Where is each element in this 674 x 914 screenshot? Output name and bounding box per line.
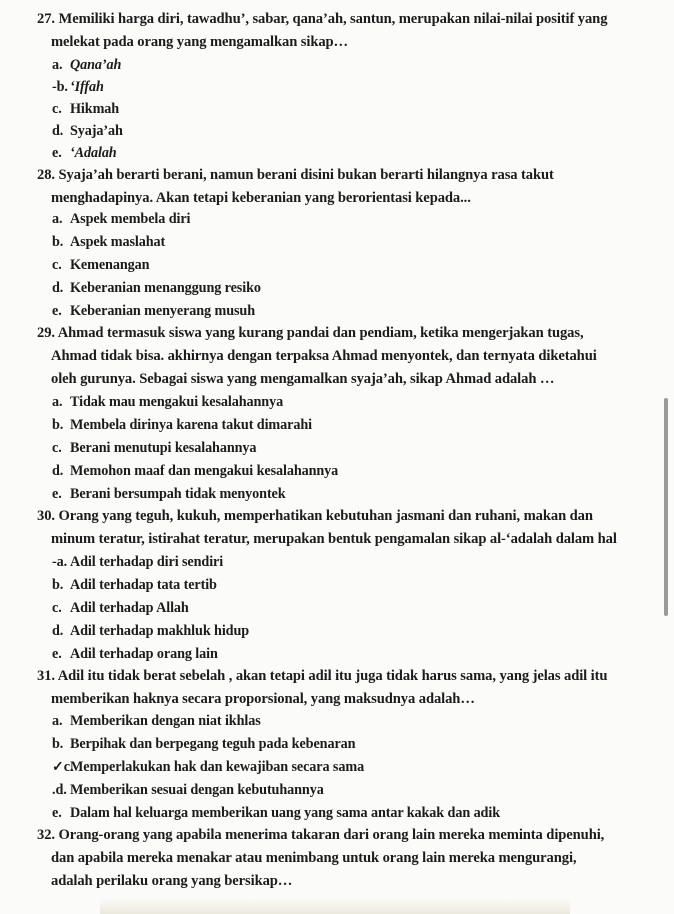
- question-32-line-1: 32. Orang-orang yang apabila menerima takaran dari orang lain mereka meminta dipenuhi,: [37, 827, 605, 843]
- question-31-line-2: memberikan haknya secara proporsional, yang maksudnya adalah…: [51, 691, 475, 707]
- question-32-line-2: dan apabila mereka menakar atau menimbang untuk orang lain mereka mengurangi,: [51, 850, 577, 866]
- option-31-d[interactable]: .d. Memberikan sesuai dengan kebutuhannya: [52, 782, 324, 798]
- page-edge-shadow: [100, 898, 570, 914]
- option-27-d[interactable]: d. Syaja’ah: [52, 123, 123, 139]
- option-30-e[interactable]: e. Adil terhadap orang lain: [52, 646, 218, 662]
- option-28-a[interactable]: a. Aspek membela diri: [52, 211, 191, 227]
- question-29-line-3: oleh gurunya. Sebagai siswa yang mengamalkan syaja’ah, sikap Ahmad adalah …: [51, 371, 555, 387]
- question-27: [37, 8, 647, 54]
- option-27-e[interactable]: e. ‘Adalah: [52, 145, 117, 161]
- option-29-e[interactable]: e. Berani bersumpah tidak menyontek: [52, 486, 286, 502]
- question-29: [37, 322, 647, 391]
- option-31-b[interactable]: b. Berpihak dan berpegang teguh pada kebenaran: [52, 736, 356, 752]
- option-28-d[interactable]: d. Keberanian menanggung resiko: [52, 280, 261, 296]
- option-27-c[interactable]: c. Hikmah: [52, 101, 120, 117]
- option-31-a[interactable]: a. Memberikan dengan niat ikhlas: [52, 713, 261, 729]
- option-28-b[interactable]: b. Aspek maslahat: [52, 234, 166, 250]
- question-28: [37, 164, 647, 210]
- option-30-d[interactable]: d. Adil terhadap makhluk hidup: [52, 623, 250, 639]
- option-30-c[interactable]: c. Adil terhadap Allah: [52, 600, 189, 616]
- question-31: [37, 665, 647, 711]
- question-29-line-1: 29. Ahmad termasuk siswa yang kurang pandai dan pendiam, ketika mengerjakan tugas,: [37, 325, 584, 341]
- question-28-line-1: 28. Syaja’ah berarti berani, namun berani disini bukan berarti hilangnya rasa takut: [37, 167, 554, 183]
- question-27-line-2: melekat pada orang yang mengamalkan sikap…: [51, 34, 349, 50]
- option-31-c[interactable]: ✓c.Memperlakukan hak dan kewajiban secara sama: [52, 759, 365, 775]
- question-30: [37, 505, 647, 551]
- question-31-line-1: 31. Adil itu tidak berat sebelah , akan tetapi adil itu juga tidak harus sama, yang jelas adil itu: [37, 668, 608, 684]
- option-29-a[interactable]: a. Tidak mau mengakui kesalahannya: [52, 394, 284, 410]
- option-27-b[interactable]: -b. ‘Iffah: [52, 79, 104, 95]
- question-30-line-1: 30. Orang yang teguh, kukuh, memperhatikan kebutuhan jasmani dan ruhani, makan dan: [37, 508, 593, 524]
- question-32: [37, 824, 647, 893]
- question-30-line-2: minum teratur, istirahat teratur, merupakan bentuk pengamalan sikap al-‘adalah dalam hal: [51, 531, 617, 547]
- scrollbar[interactable]: [664, 398, 668, 616]
- option-28-e[interactable]: e. Keberanian menyerang musuh: [52, 303, 256, 319]
- question-29-line-2: Ahmad tidak bisa. akhirnya dengan terpaksa Ahmad menyontek, dan ternyata diketahui: [51, 348, 597, 364]
- option-31-e[interactable]: e. Dalam hal keluarga memberikan uang yang sama antar kakak dan adik: [52, 805, 500, 821]
- option-29-b[interactable]: b. Membela dirinya karena takut dimarahi: [52, 417, 312, 433]
- option-27-a[interactable]: a. Qana’ah: [52, 57, 122, 73]
- question-32-line-3: adalah perilaku orang yang bersikap…: [51, 873, 293, 889]
- option-30-a[interactable]: -a. Adil terhadap diri sendiri: [52, 554, 224, 570]
- option-29-c[interactable]: c. Berani menutupi kesalahannya: [52, 440, 257, 456]
- question-28-line-2: menghadapinya. Akan tetapi keberanian yang berorientasi kepada...: [51, 190, 471, 206]
- option-30-b[interactable]: b. Adil terhadap tata tertib: [52, 577, 217, 593]
- question-27-line-1: 27. Memiliki harga diri, tawadhu’, sabar, qana’ah, santun, merupakan nilai-nilai positif yang: [37, 11, 608, 27]
- option-28-c[interactable]: c. Kemenangan: [52, 257, 150, 273]
- option-29-d[interactable]: d. Memohon maaf dan mengakui kesalahannya: [52, 463, 339, 479]
